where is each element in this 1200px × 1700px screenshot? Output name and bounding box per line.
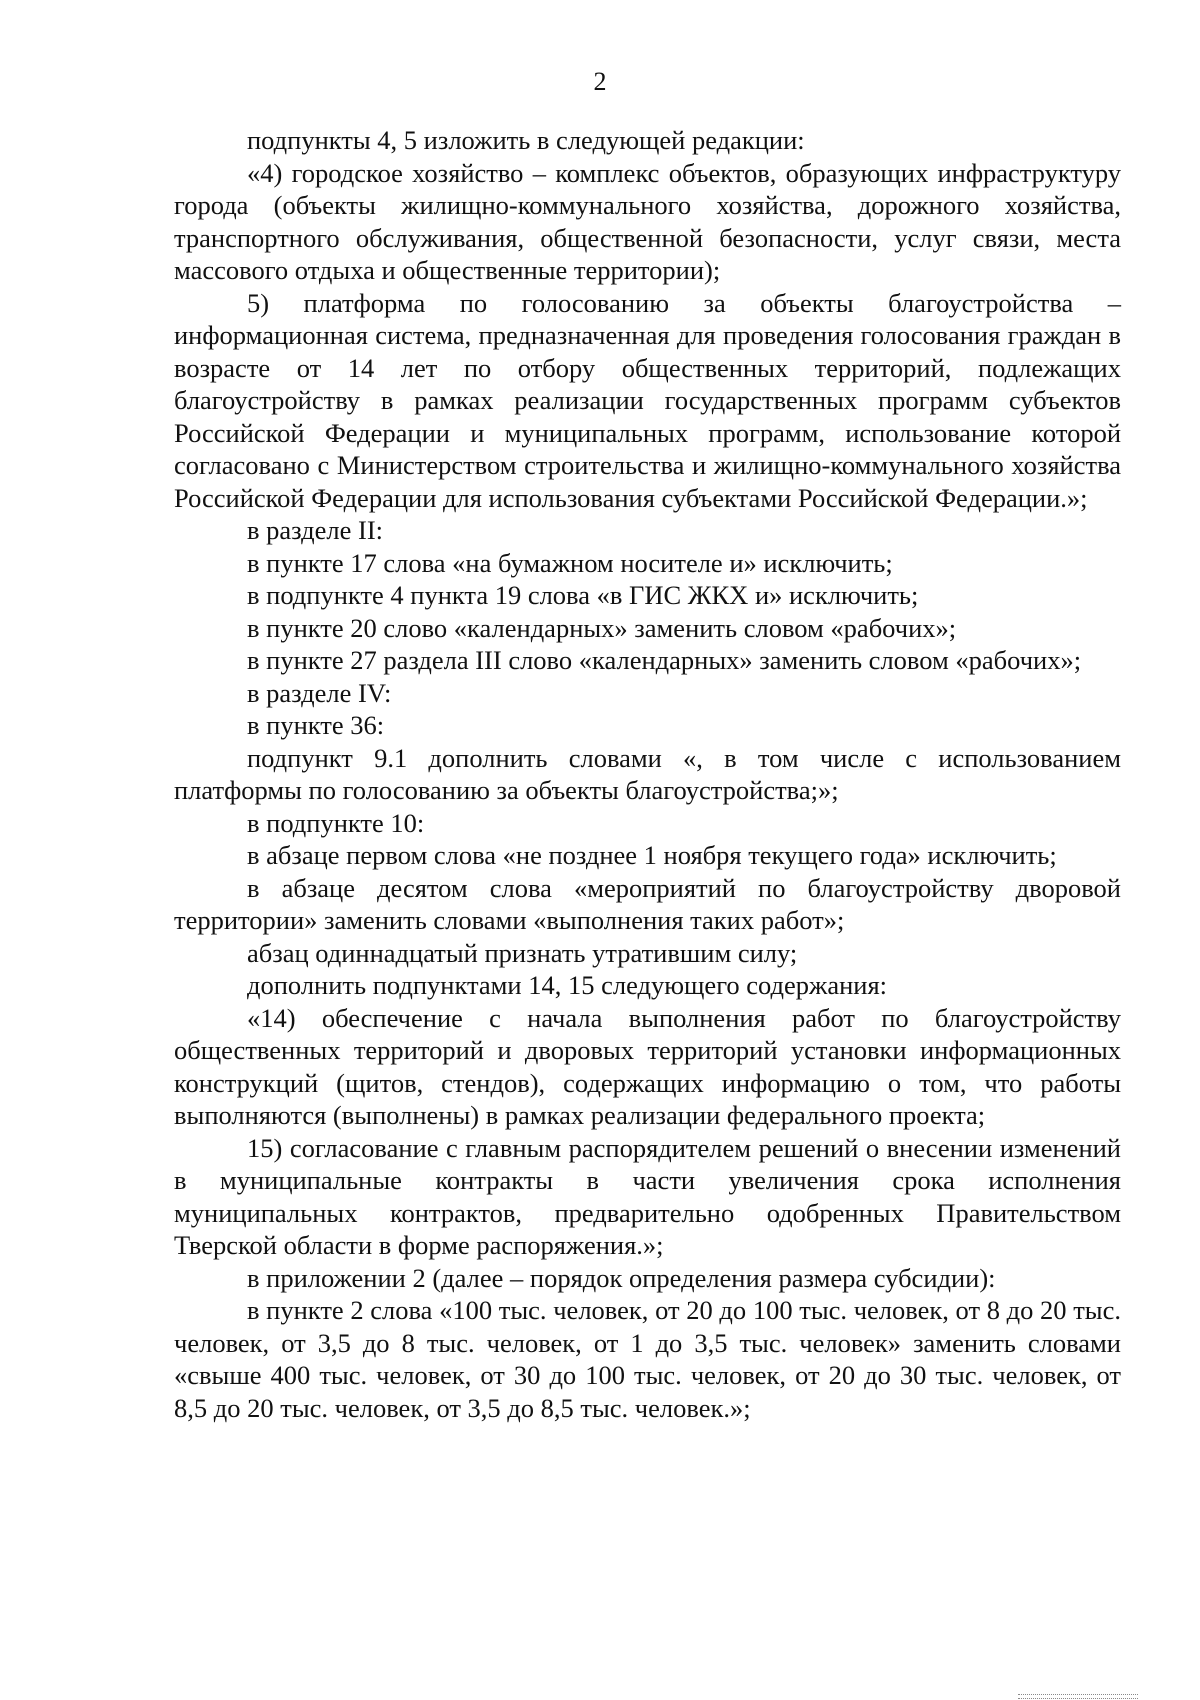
paragraph-point-20: в пункте 20 слово «календарных» заменить словом «рабочих»; xyxy=(247,612,957,643)
paragraph-point-19: в подпункте 4 пункта 19 слова «в ГИС ЖКХ и» исключить; xyxy=(247,580,919,610)
paragraph-section-4: в разделе IV: xyxy=(247,677,392,708)
paragraph-item-5-voting-platform: 5) платформа по голосованию за объекты благоустройства – информационная система, предназначенная для проведения голосования граждан в возрасте от 14 лет по отбору общественных территорий, подлежащих благоустройству в рамках реализации государственных программ субъектов Российской Федерации и муниципальных программ, использование которой согласовано с Министерством строительства и жилищно-коммунального хозяйства Российской Федерации для использования субъектами Российской Федерации.»; xyxy=(174,287,1121,513)
paragraph-item-4-city-economy: «4) городское хозяйство – комплекс объектов, образующих инфраструктуру города (объекты жилищно-коммунального хозяйства, дорожного хозяйства, транспортного обслуживания, общественной безопасности, услуг связи, места массового отдыха и общественные территории); xyxy=(174,157,1121,285)
paragraph-item-15: 15) согласование с главным распорядителем решений о внесении изменений в муниципальные контракты в части увеличения срока исполнения муниципальных контрактов, предварительно одобренных Правительством Тверской области в форме распоряжения.»; xyxy=(174,1132,1121,1260)
paragraph-point-36: в пункте 36: xyxy=(247,710,385,740)
paragraph-eleventh-abzac: абзац одиннадцатый признать утратившим силу; xyxy=(247,937,798,968)
paragraph-subitem-10: в подпункте 10: xyxy=(247,807,425,838)
paragraph-intro-subitems: подпункты 4, 5 изложить в следующей редакции: xyxy=(247,125,805,155)
paragraph-appendix-2: в приложении 2 (далее – порядок определения размера субсидии): xyxy=(247,1262,996,1293)
paragraph-tenth-abzac: в абзаце десятом слова «мероприятий по благоустройству дворовой территории» заменить словами «выполнения таких работ»; xyxy=(174,872,1121,935)
paragraph-point-27: в пункте 27 раздела III слово «календарных» заменить словом «рабочих»; xyxy=(247,645,1082,675)
paragraph-point-2-population: в пункте 2 слова «100 тыс. человек, от 20 до 100 тыс. человек, от 8 до 20 тыс. человек, от 3,5 до 8 тыс. человек, от 1 до 3,5 тыс. человек» заменить словами «свыше 400 тыс. человек, от 30 до 100 тыс. человек, от 20 до 30 тыс. человек, от 8,5 до 20 тыс. человек, от 3,5 до 8,5 тыс. человек.»; xyxy=(174,1295,1121,1423)
paragraph-first-abzac: в абзаце первом слова «не позднее 1 ноября текущего года» исключить; xyxy=(247,840,1057,870)
document-body xyxy=(174,124,1121,1424)
scan-edge-mark xyxy=(1018,1694,1138,1699)
paragraph-section-2: в разделе II: xyxy=(247,515,384,545)
paragraph-item-14: «14) обеспечение с начала выполнения работ по благоустройству общественных территорий и дворовых территорий установки информационных конструкций (щитов, стендов), содержащих информацию о том, что работы выполняются (выполнены) в рамках реализации федерального проекта; xyxy=(174,1002,1121,1130)
page-number: 2 xyxy=(593,67,607,96)
paragraph-subitem-9-1: подпункт 9.1 дополнить словами «, в том числе с использованием платформы по голосованию за объекты благоустройства;»; xyxy=(174,742,1121,805)
paragraph-point-17: в пункте 17 слова «на бумажном носителе и» исключить; xyxy=(247,547,893,578)
paragraph-add-subitems: дополнить подпунктами 14, 15 следующего содержания: xyxy=(247,970,888,1000)
